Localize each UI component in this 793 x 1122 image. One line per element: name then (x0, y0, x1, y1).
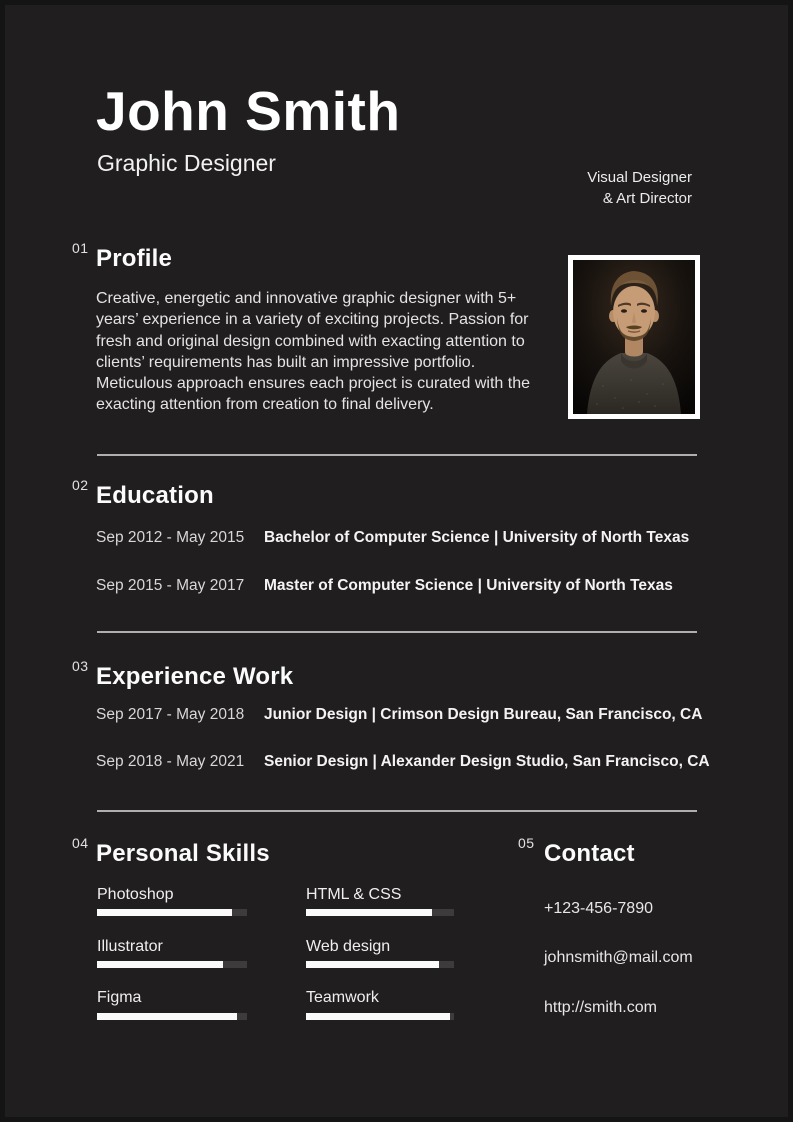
experience-dates: Sep 2018 - May 2021 (96, 753, 245, 770)
section-number-contact: 05 (518, 835, 535, 851)
section-title-skills: Personal Skills (96, 840, 270, 867)
portrait-photo-illustration (573, 260, 695, 414)
experience-item (96, 706, 702, 724)
section-title-profile: Profile (96, 245, 173, 272)
education-item (96, 577, 673, 595)
skill-bar-fill (306, 1013, 450, 1020)
skill-bar (306, 961, 454, 968)
skill-bar-fill (97, 961, 223, 968)
contact-email: johnsmith@mail.com (544, 949, 693, 966)
skill-label: HTML & CSS (306, 886, 402, 903)
skill-label: Teamwork (306, 989, 379, 1006)
section-number-profile: 01 (72, 240, 89, 256)
person-job-title: Graphic Designer (97, 150, 276, 176)
tagline-line1: Visual Designer (587, 169, 692, 186)
education-dates: Sep 2012 - May 2015 (96, 529, 245, 546)
profile-text: Creative, energetic and innovative graphic designer with 5+ years’ experience in a variety of exciting projects. Passion for fresh and original design combined with exacting attention to clients’ requirements has built an impressive portfolio. Meticulous approach ensures each project is curated with the exacting attention from creation to final delivery. (96, 290, 531, 414)
skill-label: Web design (306, 938, 391, 955)
skill-label: Photoshop (97, 886, 174, 903)
experience-item (96, 753, 710, 771)
section-number-education: 02 (72, 477, 89, 493)
skill-label: Illustrator (97, 938, 163, 955)
skill-bar-fill (306, 909, 432, 916)
skill-label: Figma (97, 989, 142, 1006)
skill-bar (306, 1013, 454, 1020)
section-number-experience: 03 (72, 658, 89, 674)
contact-website: http://smith.com (544, 999, 657, 1016)
divider (97, 631, 697, 633)
education-degree: Bachelor of Computer Science | University of North Texas (264, 529, 690, 546)
education-dates: Sep 2015 - May 2017 (96, 577, 245, 594)
section-title-experience: Experience Work (96, 663, 294, 690)
contact-phone: +123-456-7890 (544, 900, 653, 917)
skill-bar-fill (97, 909, 232, 916)
experience-role: Junior Design | Crimson Design Bureau, San Francisco, CA (264, 706, 703, 723)
divider (97, 810, 697, 812)
experience-dates: Sep 2017 - May 2018 (96, 706, 245, 723)
experience-role: Senior Design | Alexander Design Studio, San Francisco, CA (264, 753, 710, 770)
education-item (96, 529, 689, 547)
section-title-education: Education (96, 482, 214, 509)
skill-bar-fill (97, 1013, 237, 1020)
tagline (587, 167, 692, 209)
skill-bar-fill (306, 961, 439, 968)
tagline-line2: & Art Director (602, 190, 692, 207)
profile-photo (568, 255, 700, 419)
person-name: John Smith (96, 80, 401, 142)
skill-bar (97, 1013, 247, 1020)
skill-bar (97, 909, 247, 916)
divider (97, 454, 697, 456)
skill-bar (97, 961, 247, 968)
skill-bar (306, 909, 454, 916)
section-number-skills: 04 (72, 835, 89, 851)
education-degree: Master of Computer Science | University of North Texas (264, 577, 673, 594)
section-title-contact: Contact (544, 840, 635, 867)
